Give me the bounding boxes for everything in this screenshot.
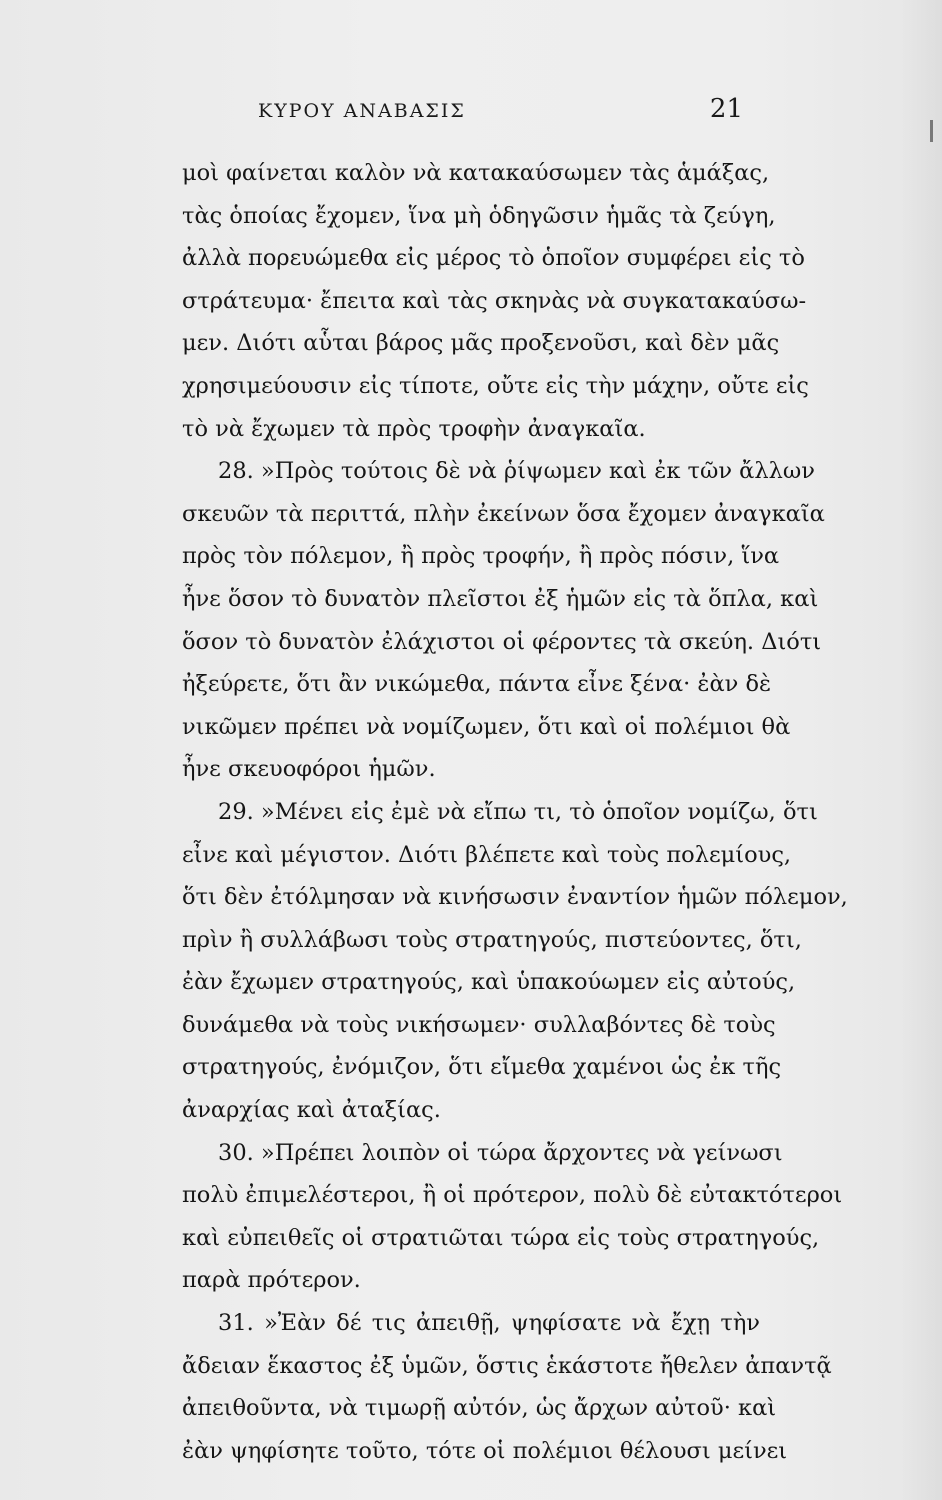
text-line: τὸ νὰ ἔχωμεν τὰ πρὸς τροφὴν ἀναγκαῖα. <box>182 415 646 442</box>
text-line: ἠξεύρετε, ὅτι ἂν νικώμεθα, πάντα εἶνε ξένα· ἐὰν δὲ <box>182 671 772 698</box>
text-line: δυνάμεθα νὰ τοὺς νικήσωμεν· συλλαβόντες δὲ τοὺς <box>182 1011 776 1038</box>
text-line: ὅσον τὸ δυνατὸν ἐλάχιστοι οἱ φέροντες τὰ σκεύη. Διότι <box>182 628 822 655</box>
text-line: ἦνε σκευοφόροι ἡμῶν. <box>182 756 436 783</box>
page-edge-shading <box>900 0 942 1500</box>
text-line: ἄδειαν ἕκαστος ἐξ ὑμῶν, ὅστις ἑκάστοτε ἤθελεν ἀπαντᾷ <box>182 1352 832 1379</box>
text-line: εἶνε καὶ μέγιστον. Διότι βλέπετε καὶ τοὺς πολεμίους, <box>182 841 792 868</box>
text-line: σκευῶν τὰ περιττά, πλὴν ἐκείνων ὅσα ἔχομεν ἀναγκαῖα <box>182 500 825 527</box>
text-line: ἐὰν ἔχωμεν στρατηγούς, καὶ ὑπακούωμεν εἰς αὐτούς, <box>182 969 796 996</box>
text-line: στρατηγούς, ἐνόμιζον, ὅτι εἴμεθα χαμένοι ὡς ἐκ τῆς <box>182 1054 782 1081</box>
page-number: 21 <box>709 94 743 124</box>
text-line: ἀπειθοῦντα, νὰ τιμωρῇ αὐτόν, ὡς ἄρχων αὐτοῦ· καὶ <box>182 1395 777 1422</box>
text-line: πρὸς τὸν πόλεμον, ἢ πρὸς τροφήν, ἢ πρὸς πόσιν, ἵνα <box>182 543 780 570</box>
text-line: χρησιμεύουσιν εἰς τίποτε, οὔτε εἰς τὴν μάχην, οὔτε εἰς <box>182 372 809 399</box>
paragraph-28-start: 28. »Πρὸς τούτοις δὲ νὰ ῥίψωμεν καὶ ἐκ τῶν ἄλλων <box>218 458 815 485</box>
text-line: ἀλλὰ πορευώμεθα εἰς μέρος τὸ ὁποῖον συμφέρει εἰς τὸ <box>182 245 805 272</box>
running-head <box>183 94 743 140</box>
text-line: μοὶ φαίνεται καλὸν νὰ κατακαύσωμεν τὰς ἁμάξας, <box>182 160 770 186</box>
paragraph-29-start: 29. »Μένει εἰς ἐμὲ νὰ εἴπω τι, τὸ ὁποῖον νομίζω, ὅτι <box>218 798 818 825</box>
text-line: στράτευμα· ἔπειτα καὶ τὰς σκηνὰς νὰ συγκατακαύσω- <box>182 287 807 314</box>
text-line: πρὶν ἢ συλλάβωσι τοὺς στρατηγούς, πιστεύοντες, ὅτι, <box>182 926 802 953</box>
text-line: τὰς ὁποίας ἔχομεν, ἵνα μὴ ὁδηγῶσιν ἡμᾶς τὰ ζεύγη, <box>182 202 776 229</box>
body-text <box>182 152 848 1472</box>
text-line: ἐὰν ψηφίσητε τοῦτο, τότε οἱ πολέμιοι θέλουσι μείνει <box>182 1437 788 1464</box>
paragraph-30-start: 30. »Πρέπει λοιπὸν οἱ τώρα ἄρχοντες νὰ γείνωσι <box>218 1139 783 1166</box>
text-line: ἦνε ὅσον τὸ δυνατὸν πλεῖστοι ἐξ ἡμῶν εἰς τὰ ὅπλα, καὶ <box>182 585 819 612</box>
margin-mark <box>930 120 933 142</box>
running-head-title: ΚΥΡΟΥ ΑΝΑΒΑΣΙΣ <box>258 100 466 122</box>
paragraph-31-start: 31. »Ἐὰν δέ τις ἀπειθῇ, ψηφίσατε νὰ ἔχῃ τὴν <box>218 1310 760 1337</box>
text-line: νικῶμεν πρέπει νὰ νομίζωμεν, ὅτι καὶ οἱ πολέμιοι θὰ <box>182 713 791 740</box>
text-line: καὶ εὐπειθεῖς οἱ στρατιῶται τώρα εἰς τοὺς στρατηγούς, <box>182 1224 820 1251</box>
text-line: ὅτι δὲν ἐτόλμησαν νὰ κινήσωσιν ἐναντίον ἡμῶν πόλεμον, <box>182 884 848 911</box>
text-line: πολὺ ἐπιμελέστεροι, ἢ οἱ πρότερον, πολὺ δὲ εὐτακτότεροι <box>182 1182 843 1209</box>
text-line: ἀναρχίας καὶ ἀταξίας. <box>182 1097 441 1124</box>
text-line: παρὰ πρότερον. <box>182 1267 361 1294</box>
text-line: μεν. Διότι αὗται βάρος μᾶς προξενοῦσι, καὶ δὲν μᾶς <box>182 330 780 357</box>
